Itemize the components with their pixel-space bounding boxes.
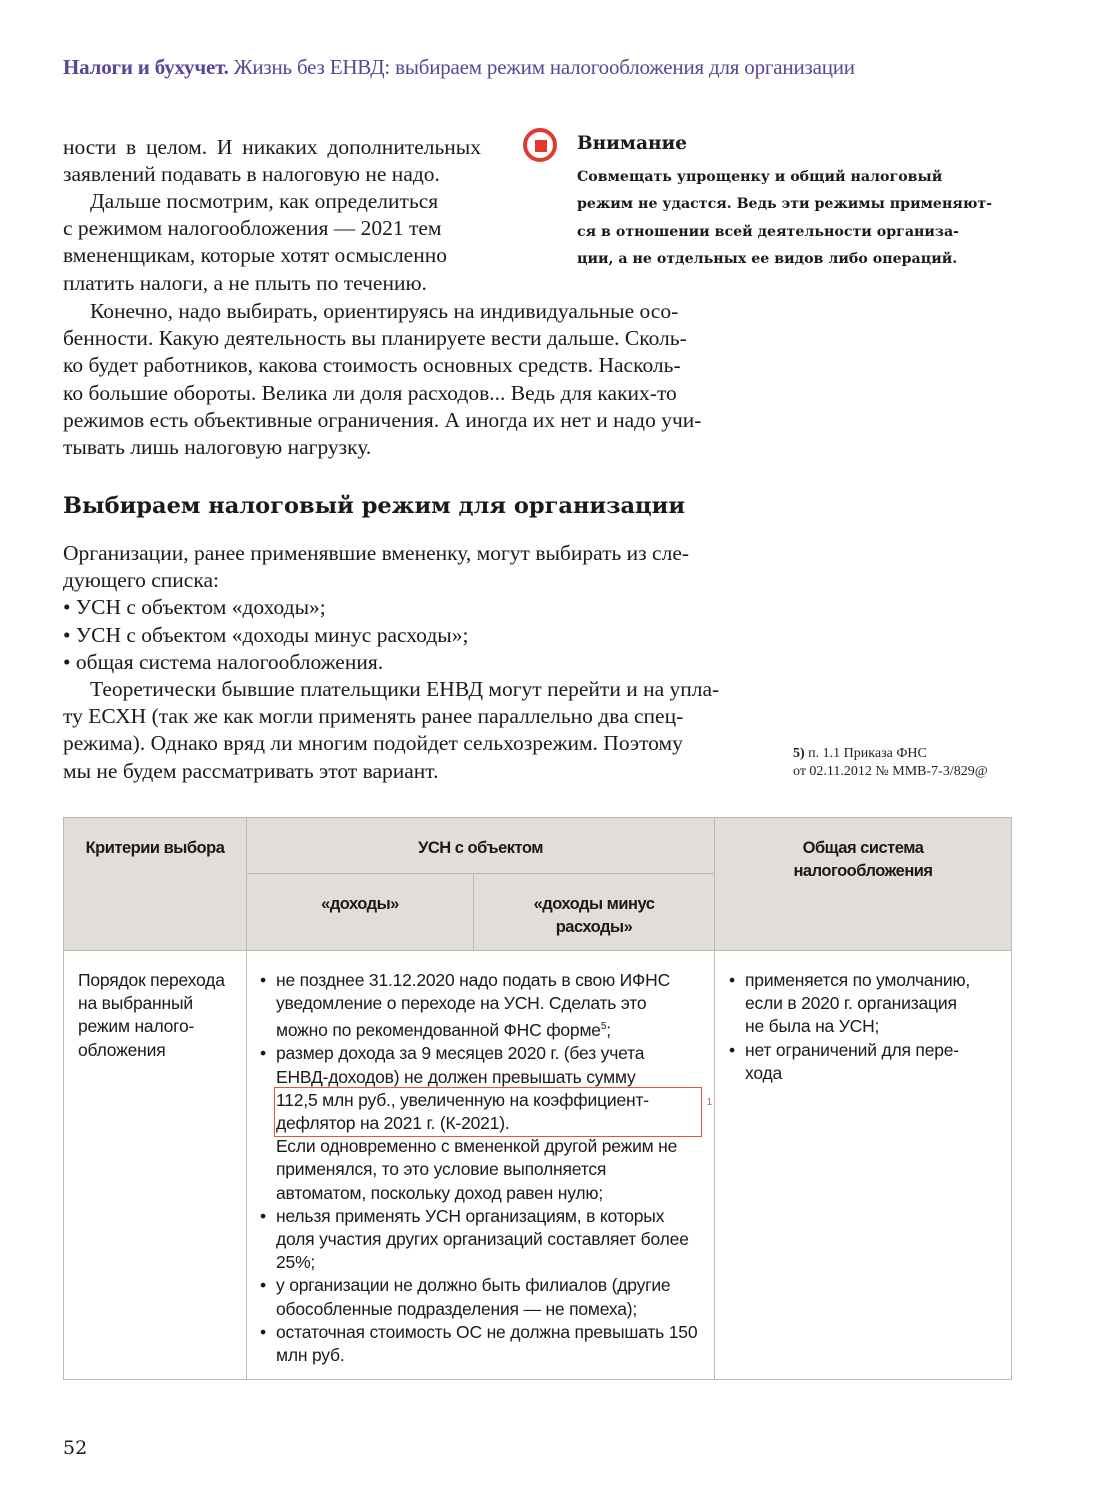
text-line: бенности. Какую деятельность вы планируете вести дальше. Сколь- (63, 326, 687, 351)
item-text: нельзя применять УСН организациям, в которых доля участия других организаций составляет более 25%; (276, 1205, 689, 1273)
list-item (260, 1321, 700, 1367)
intro-paragraph-3 (63, 298, 739, 461)
item-text: остаточная стоимость ОС не должна превышать 150 млн руб. (276, 1321, 698, 1366)
text-line: режим не удастся. Ведь эти режимы применяют- (577, 196, 993, 213)
usn-requirements-cell (247, 951, 715, 1380)
header-usn-income-minus-expenses: «доходы минус расходы» (474, 874, 715, 951)
callout-title: Внимание (577, 133, 687, 154)
page-number: 52 (63, 1437, 88, 1459)
text-line: Дальше посмотрим, как определиться (90, 189, 439, 213)
list-item (260, 1274, 700, 1320)
text-line: вмененщикам, которые хотят осмысленно (63, 243, 447, 268)
list-item (260, 1205, 700, 1275)
header-usn: УСН с объектом (247, 818, 715, 874)
running-head-section: Налоги и бухучет. (63, 55, 229, 79)
item-text: у организации не должно быть филиалов (другие обособленные подразделения — не помеха); (276, 1275, 671, 1319)
text-line: с режимом налогообложения — 2021 тем (63, 216, 442, 241)
list-item: • УСН с объектом «доходы минус расходы»; (63, 622, 469, 647)
header-usn-income: «доходы» (247, 874, 474, 951)
list-item: • применяется по умолчанию, если в 2020 г. организация не была на УСН; (729, 969, 979, 1039)
text-line: заявлений подавать в налоговую не надо. (63, 162, 440, 187)
text-line: ко большие обороты. Велика ли доля расходов... Ведь для каких-то (63, 380, 677, 405)
section-heading: Выбираем налоговый режим для организации (63, 493, 686, 519)
intro-paragraph-2 (63, 188, 481, 297)
criterion-cell: Порядок перехода на выбранный режим налого-обложения (64, 951, 247, 1380)
highlight-marker: 1 (706, 1096, 712, 1108)
section-paragraph-2 (63, 676, 739, 785)
section-paragraph-1 (63, 540, 739, 676)
text-line: платить налоги, а не плыть по течению. (63, 270, 427, 295)
text-line: Организации, ранее применявшие вмененку, могут выбирать из сле- (63, 541, 690, 565)
list-item (260, 969, 700, 1042)
item-text: не позднее 31.12.2020 надо подать в свою ИФНС уведомление о переходе на УСН. Сделать это можно по рекомендованной ФНС форме (276, 970, 671, 1041)
text-line: ся в отношении всей деятельности организа- (577, 223, 960, 240)
text-line: тывать лишь налоговую нагрузку. (63, 435, 372, 460)
text-line: режимов есть объективные ограничения. А иногда их нет и надо учи- (63, 407, 702, 432)
list-item (260, 1042, 712, 1204)
item-continuation: Если одновременно с вмененкой другой режим не применялся, то это условие выполняется автоматом, поскольку доход равен нулю; (276, 1136, 678, 1203)
highlight-text: 112,5 млн руб., увеличенную на коэффициент-дефлятор на 2021 г. (К-2021). (276, 1089, 649, 1134)
list-item: • нет ограничений для пере-хода (729, 1039, 979, 1085)
table-row (64, 951, 1012, 1380)
callout-body (577, 164, 1017, 273)
header-general: Общая система налогообложения (715, 818, 1012, 951)
text-line: режима). Однако вряд ли многим подойдет сельхозрежим. Поэтому (63, 731, 683, 756)
regime-comparison-table (63, 817, 1012, 1380)
text-line: Конечно, надо выбирать, ориентируясь на индивидуальные осо- (90, 299, 679, 323)
text-line: ту ЕСХН (так же как могли применять ранее параллельно два спец- (63, 704, 684, 729)
list-item: • общая система налогообложения. (63, 649, 384, 674)
running-head (63, 55, 855, 80)
highlighted-amount (276, 1089, 712, 1135)
footnote (793, 745, 988, 781)
item-text-tail: ; (606, 1020, 611, 1041)
list-item: • УСН с объектом «доходы»; (63, 595, 326, 620)
footnote-line-2: от 02.11.2012 № ММВ-7-3/829@ (793, 764, 988, 779)
text-line: дующего списка: (63, 568, 219, 593)
header-criteria: Критерии выбора (64, 818, 247, 951)
warning-stop-icon (523, 128, 557, 162)
running-head-title: Жизнь без ЕНВД: выбираем режим налогообложения для организации (233, 55, 855, 79)
footnote-number: 5) (793, 746, 805, 761)
text-line: ции, а не отдельных ее видов либо операций. (577, 250, 958, 267)
text-line: мы не будем рассматривать этот вариант. (63, 758, 439, 783)
text-line: ко будет работников, какова стоимость основных средств. Насколь- (63, 353, 681, 378)
text-line: Совмещать упрощенку и общий налоговый (577, 169, 943, 185)
footnote-ref: 5 (600, 1021, 607, 1033)
general-regime-cell (715, 951, 1012, 1380)
intro-paragraph-1 (63, 134, 481, 188)
text-line: Теоретически бывшие плательщики ЕНВД могут перейти и на упла- (90, 677, 720, 701)
footnote-line-1: п. 1.1 Приказа ФНС (808, 746, 927, 761)
text-line: ности в целом. И никаких дополнительных (63, 135, 481, 159)
item-text: размер дохода за 9 месяцев 2020 г. (без учета ЕНВД-доходов) не должен превышать сумму (276, 1043, 645, 1087)
